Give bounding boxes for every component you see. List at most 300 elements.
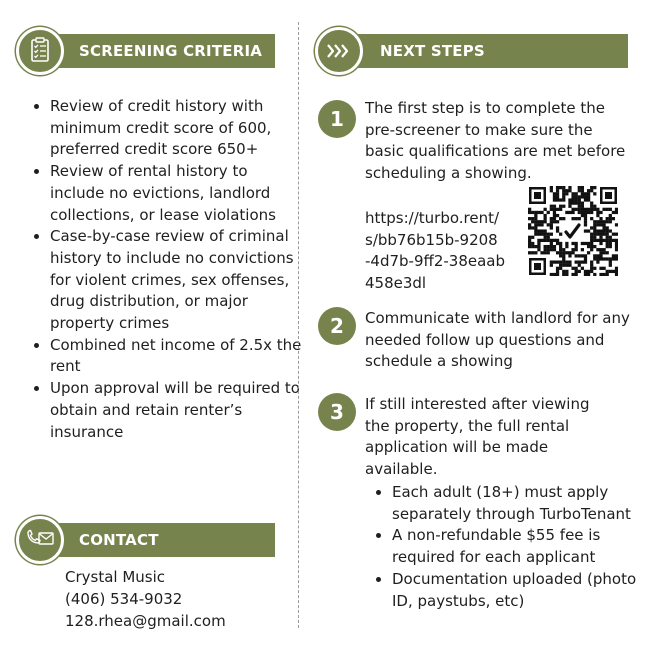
qr-module: [534, 226, 537, 229]
qr-module: [581, 267, 584, 270]
qr-module: [553, 248, 556, 251]
qr-module: [547, 239, 550, 242]
qr-module: [550, 242, 553, 245]
qr-module: [606, 208, 609, 211]
qr-module: [553, 273, 556, 276]
qr-module: [565, 270, 568, 273]
qr-module: [562, 257, 565, 260]
qr-module: [584, 273, 587, 276]
url-line: s/bb76b15b-9208: [365, 230, 498, 249]
qr-module: [553, 211, 556, 214]
qr-module: [528, 211, 531, 214]
qr-module: [590, 270, 593, 273]
screening-criteria-title: SCREENING CRITERIA: [79, 42, 263, 60]
qr-module: [602, 208, 605, 211]
qr-module: [531, 245, 534, 248]
qr-module: [590, 226, 593, 229]
qr-module: [556, 273, 559, 276]
qr-module: [562, 198, 565, 201]
qr-module: [540, 229, 543, 232]
qr-module: [615, 208, 618, 211]
qr-module: [528, 251, 531, 254]
qr-module: [537, 223, 540, 226]
qr-module: [581, 202, 584, 205]
qr-module: [553, 208, 556, 211]
qr-module: [540, 233, 543, 236]
qr-module: [599, 233, 602, 236]
qr-module: [553, 214, 556, 217]
qr-module: [556, 239, 559, 242]
qr-module: [565, 273, 568, 276]
qr-module: [606, 239, 609, 242]
qr-module: [565, 192, 568, 195]
step-number-3: 3: [318, 393, 356, 431]
qr-module: [534, 233, 537, 236]
qr-module: [584, 214, 587, 217]
qr-module: [575, 267, 578, 270]
qr-module: [599, 242, 602, 245]
qr-module: [593, 239, 596, 242]
qr-module: [590, 217, 593, 220]
qr-module: [606, 217, 609, 220]
list-item: • Upon approval will be required to obtain and retain renter’s insurance: [50, 378, 306, 443]
qr-module: [540, 211, 543, 214]
qr-module: [528, 217, 531, 220]
qr-module: [602, 273, 605, 276]
qr-module: [540, 239, 543, 242]
qr-module: [593, 229, 596, 232]
qr-module: [602, 251, 605, 254]
qr-module: [606, 236, 609, 239]
qr-module: [606, 251, 609, 254]
qr-module: [593, 254, 596, 257]
qr-module: [602, 226, 605, 229]
qr-module: [531, 251, 534, 254]
qr-module: [606, 233, 609, 236]
qr-module: [544, 248, 547, 251]
qr-module: [584, 195, 587, 198]
qr-module: [575, 245, 578, 248]
qr-module: [559, 251, 562, 254]
qr-module: [587, 192, 590, 195]
qr-module: [562, 273, 565, 276]
qr-module: [547, 245, 550, 248]
qr-module: [571, 267, 574, 270]
qr-module: [602, 223, 605, 226]
qr-module: [528, 226, 531, 229]
step-text-3: If still interested after viewing the property, the full rental application will be made available.: [365, 395, 590, 479]
qr-module: [568, 189, 571, 192]
qr-module: [537, 248, 540, 251]
qr-module: [559, 242, 562, 245]
qr-module: [581, 195, 584, 198]
qr-module: [578, 254, 581, 257]
qr-module: [559, 198, 562, 201]
contact-title: CONTACT: [79, 531, 159, 549]
qr-module: [559, 233, 562, 236]
qr-module: [587, 273, 590, 276]
qr-module: [602, 248, 605, 251]
qr-module: [609, 245, 612, 248]
qr-module: [544, 208, 547, 211]
qr-module: [590, 242, 593, 245]
qr-module: [606, 245, 609, 248]
qr-module: [606, 229, 609, 232]
contact-name: Crystal Music: [65, 568, 166, 586]
qr-module: [559, 254, 562, 257]
qr-module: [596, 260, 599, 263]
list-item: • Case-by-case review of criminal history to include no convictions for violent crimes, sex offenses, drug distribution, or major property crimes: [50, 226, 306, 335]
qr-module: [590, 236, 593, 239]
qr-code[interactable]: [528, 186, 618, 276]
qr-module: [550, 186, 553, 189]
qr-module: [609, 217, 612, 220]
qr-module: [550, 208, 553, 211]
qr-module: [575, 192, 578, 195]
qr-module: [559, 217, 562, 220]
qr-module: [553, 220, 556, 223]
qr-module: [615, 223, 618, 226]
qr-module: [609, 242, 612, 245]
qr-module: [596, 229, 599, 232]
qr-module: [602, 257, 605, 260]
qr-module: [593, 273, 596, 276]
qr-module: [606, 220, 609, 223]
qr-module: [581, 192, 584, 195]
qr-module: [565, 189, 568, 192]
qr-module: [534, 211, 537, 214]
qr-module: [544, 220, 547, 223]
qr-module: [609, 208, 612, 211]
qr-module: [547, 211, 550, 214]
next-steps-title: NEXT STEPS: [380, 42, 485, 60]
qr-module: [587, 208, 590, 211]
qr-module: [540, 223, 543, 226]
list-item: • Each adult (18+) must apply separately through TurboTenant: [392, 482, 650, 525]
qr-module: [565, 251, 568, 254]
clipboard-checklist-icon: [16, 27, 64, 75]
qr-module: [556, 208, 559, 211]
qr-module: [615, 245, 618, 248]
step-text-1: The first step is to complete the pre-screener to make sure the basic qualifications are met before scheduling a showing.: [365, 99, 626, 183]
qr-module: [553, 217, 556, 220]
application-requirements-list: [372, 482, 650, 612]
qr-module: [584, 223, 587, 226]
qr-module: [612, 217, 615, 220]
qr-module: [553, 192, 556, 195]
qr-module: [544, 233, 547, 236]
qr-module: [606, 257, 609, 260]
qr-module: [528, 245, 531, 248]
qr-module: [568, 198, 571, 201]
qr-module: [562, 254, 565, 257]
list-item: • Documentation uploaded (photo ID, paystubs, etc): [392, 569, 650, 612]
qr-module: [575, 195, 578, 198]
qr-module: [584, 220, 587, 223]
qr-module: [559, 260, 562, 263]
qr-module: [550, 245, 553, 248]
qr-module: [575, 260, 578, 263]
step-number-1: 1: [318, 100, 356, 138]
qr-module: [559, 205, 562, 208]
qr-module: [559, 264, 562, 267]
qr-module: [596, 248, 599, 251]
qr-module: [528, 242, 531, 245]
qr-module: [609, 270, 612, 273]
qr-module: [581, 214, 584, 217]
qr-module: [593, 192, 596, 195]
list-item: • Review of rental history to include no evictions, landlord collections, or lease violations: [50, 161, 306, 226]
qr-module: [599, 229, 602, 232]
qr-module: [596, 223, 599, 226]
qr-module: [550, 223, 553, 226]
qr-module: [559, 245, 562, 248]
qr-module: [575, 254, 578, 257]
qr-module: [571, 192, 574, 195]
qr-module: [581, 254, 584, 257]
qr-module: [578, 270, 581, 273]
qr-module: [547, 233, 550, 236]
qr-module: [609, 220, 612, 223]
qr-module: [544, 217, 547, 220]
contact-header: [40, 523, 275, 557]
qr-module: [578, 264, 581, 267]
qr-module: [562, 205, 565, 208]
qr-module: [531, 242, 534, 245]
contact-details: [65, 566, 226, 632]
qr-finder-top-right: [600, 187, 617, 204]
list-item: • Combined net income of 2.5x the rent: [50, 335, 306, 378]
qr-module: [534, 223, 537, 226]
qr-module: [587, 195, 590, 198]
qr-module: [559, 208, 562, 211]
qr-module: [571, 217, 574, 220]
qr-module: [565, 260, 568, 263]
qr-module: [615, 257, 618, 260]
qr-module: [578, 198, 581, 201]
qr-module: [596, 208, 599, 211]
qr-module: [556, 226, 559, 229]
qr-module: [553, 205, 556, 208]
qr-module: [550, 217, 553, 220]
qr-module: [609, 260, 612, 263]
qr-module: [553, 195, 556, 198]
qr-module: [578, 211, 581, 214]
qr-module: [568, 202, 571, 205]
qr-module: [590, 205, 593, 208]
qr-module: [534, 229, 537, 232]
qr-module: [562, 270, 565, 273]
qr-module: [559, 267, 562, 270]
qr-module: [575, 198, 578, 201]
qr-module: [584, 229, 587, 232]
qr-module: [615, 270, 618, 273]
qr-module: [562, 189, 565, 192]
qr-module: [581, 242, 584, 245]
qr-module: [599, 248, 602, 251]
qr-module: [537, 233, 540, 236]
qr-module: [559, 186, 562, 189]
qr-module: [550, 189, 553, 192]
qr-module: [590, 245, 593, 248]
qr-center-logo: [563, 221, 583, 241]
qr-module: [599, 217, 602, 220]
qr-module: [596, 254, 599, 257]
qr-module: [544, 239, 547, 242]
qr-module: [571, 211, 574, 214]
qr-module: [581, 208, 584, 211]
qr-module: [593, 220, 596, 223]
screening-criteria-header: [40, 34, 275, 68]
qr-module: [575, 202, 578, 205]
qr-module: [571, 251, 574, 254]
qr-module: [553, 245, 556, 248]
qr-module: [615, 242, 618, 245]
qr-module: [575, 248, 578, 251]
qr-module: [593, 236, 596, 239]
qr-module: [556, 198, 559, 201]
qr-module: [609, 264, 612, 267]
qr-module: [556, 267, 559, 270]
qr-module: [562, 264, 565, 267]
qr-module: [565, 245, 568, 248]
qr-module: [581, 248, 584, 251]
screening-criteria-list: [28, 96, 306, 443]
qr-module: [571, 208, 574, 211]
qr-module: [599, 273, 602, 276]
qr-module: [562, 248, 565, 251]
contact-phone: (406) 534-9032: [65, 590, 183, 608]
qr-module: [550, 260, 553, 263]
qr-module: [556, 260, 559, 263]
qr-module: [587, 242, 590, 245]
qr-module: [556, 189, 559, 192]
qr-module: [556, 220, 559, 223]
next-steps-header: [340, 34, 628, 68]
qr-module: [544, 229, 547, 232]
qr-module: [615, 273, 618, 276]
qr-module: [568, 186, 571, 189]
qr-module: [568, 254, 571, 257]
phone-envelope-icon: [16, 516, 64, 564]
qr-module: [590, 186, 593, 189]
qr-module: [602, 229, 605, 232]
qr-module: [537, 239, 540, 242]
qr-module: [556, 214, 559, 217]
step-text-2: Communicate with landlord for any needed follow up questions and schedule a showing: [365, 309, 630, 371]
qr-module: [599, 257, 602, 260]
qr-module: [575, 270, 578, 273]
qr-module: [581, 189, 584, 192]
qr-module: [609, 239, 612, 242]
qr-module: [593, 223, 596, 226]
qr-module: [528, 236, 531, 239]
qr-module: [578, 195, 581, 198]
qr-module: [565, 264, 568, 267]
qr-module: [593, 226, 596, 229]
qr-module: [550, 233, 553, 236]
qr-module: [544, 251, 547, 254]
qr-module: [612, 233, 615, 236]
qr-module: [593, 233, 596, 236]
qr-module: [547, 223, 550, 226]
qr-module: [584, 208, 587, 211]
qr-module: [550, 239, 553, 242]
qr-module: [528, 223, 531, 226]
qr-module: [531, 217, 534, 220]
qr-module: [578, 208, 581, 211]
qr-module: [599, 211, 602, 214]
qr-module: [584, 254, 587, 257]
url-line: -4d7b-9ff2-38eaab: [365, 252, 506, 271]
qr-module: [547, 251, 550, 254]
qr-module: [534, 217, 537, 220]
pre-screener-url[interactable]: [365, 208, 505, 295]
qr-module: [587, 229, 590, 232]
qr-module: [599, 239, 602, 242]
qr-module: [593, 257, 596, 260]
qr-module: [587, 270, 590, 273]
qr-module: [612, 211, 615, 214]
qr-module: [615, 239, 618, 242]
qr-module: [534, 245, 537, 248]
qr-module: [531, 226, 534, 229]
qr-module: [599, 223, 602, 226]
qr-module: [590, 189, 593, 192]
qr-module: [599, 236, 602, 239]
qr-module: [596, 220, 599, 223]
qr-module: [609, 214, 612, 217]
qr-module: [534, 220, 537, 223]
qr-module: [565, 211, 568, 214]
qr-module: [584, 198, 587, 201]
qr-module: [615, 248, 618, 251]
qr-module: [534, 214, 537, 217]
step-number-2: 2: [318, 307, 356, 345]
qr-module: [584, 270, 587, 273]
qr-module: [571, 198, 574, 201]
qr-module: [556, 270, 559, 273]
qr-module: [602, 233, 605, 236]
qr-module: [606, 226, 609, 229]
qr-module: [606, 270, 609, 273]
qr-module: [590, 264, 593, 267]
qr-module: [571, 195, 574, 198]
qr-module: [547, 248, 550, 251]
qr-module: [593, 267, 596, 270]
qr-module: [544, 236, 547, 239]
qr-module: [581, 211, 584, 214]
qr-module: [531, 236, 534, 239]
qr-module: [550, 248, 553, 251]
qr-module: [553, 198, 556, 201]
qr-module: [615, 233, 618, 236]
qr-module: [562, 192, 565, 195]
qr-module: [606, 242, 609, 245]
qr-module: [568, 211, 571, 214]
qr-module: [587, 251, 590, 254]
qr-module: [602, 267, 605, 270]
qr-module: [571, 242, 574, 245]
qr-module: [606, 273, 609, 276]
qr-module: [556, 242, 559, 245]
list-item: • A non-refundable $55 fee is required for each applicant: [392, 525, 650, 568]
qr-module: [615, 267, 618, 270]
list-item: • Review of credit history with minimum credit score of 600, preferred credit score 650+: [50, 96, 306, 161]
qr-module: [602, 220, 605, 223]
qr-module: [599, 267, 602, 270]
qr-module: [578, 186, 581, 189]
